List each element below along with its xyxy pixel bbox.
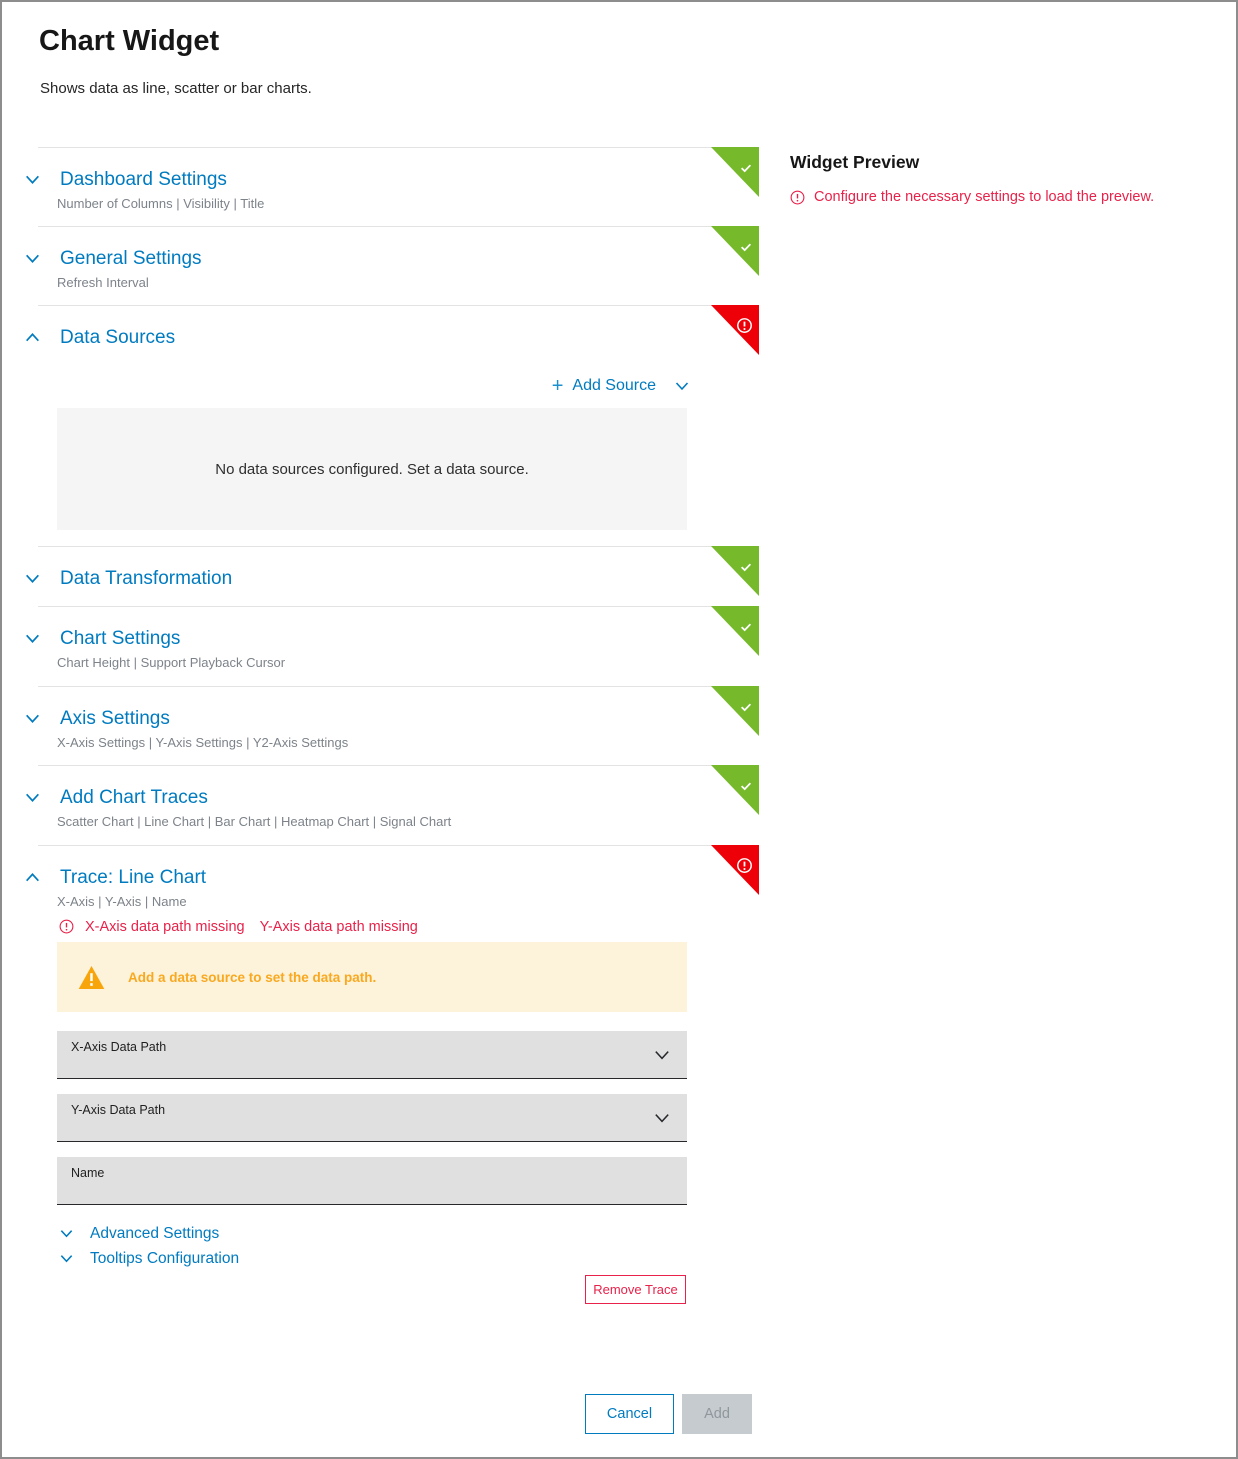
dialog-footer [2,1394,752,1434]
add-button[interactable]: Add [682,1394,752,1434]
chevron-down-icon[interactable] [653,1109,671,1127]
section-header-trace-line-chart[interactable] [2,845,759,889]
chevron-down-icon[interactable] [653,1046,671,1064]
section-subtitle: X-Axis Settings | Y-Axis Settings | Y2-Axis Settings [57,735,349,750]
y-axis-data-path-select[interactable] [57,1094,687,1142]
add-source-button[interactable] [2,375,690,397]
settings-sections [2,147,759,1304]
section-subtitle: Chart Height | Support Playback Cursor [57,655,286,670]
chevron-down-icon[interactable] [24,630,41,647]
empty-state-message: No data sources configured. Set a data source. [215,460,529,478]
section-header-chart-settings[interactable] [2,606,759,650]
advanced-settings-label: Advanced Settings [90,1224,220,1242]
preview-message-text: Configure the necessary settings to load the preview. [814,189,1155,205]
field-label: Name [71,1166,105,1180]
tooltips-configuration-label: Tooltips Configuration [90,1249,240,1267]
cancel-button[interactable]: Cancel [585,1394,674,1434]
section-axis-settings [2,686,759,765]
plus-icon: + [551,375,564,397]
section-title: Data Transformation [60,568,233,589]
check-icon [739,779,753,793]
section-general-settings [2,226,759,305]
section-chart-settings [2,606,759,686]
trace-sub-links [59,1223,759,1269]
error-message-y-axis: Y-Axis data path missing [259,918,418,935]
warning-message: Add a data source to set the data path. [128,969,377,985]
section-header-add-chart-traces[interactable] [2,765,759,809]
chevron-down-icon[interactable] [24,570,41,587]
preview-status-message [790,189,1216,205]
chevron-up-icon[interactable] [24,329,41,346]
check-icon [739,560,753,574]
chart-widget-dialog [2,2,1236,1457]
exclamation-circle-icon [790,190,805,205]
chevron-down-icon[interactable] [24,250,41,267]
widget-preview-title: Widget Preview [790,152,920,172]
section-header-dashboard-settings[interactable] [2,147,759,191]
section-title: General Settings [60,248,202,269]
section-title: Data Sources [60,327,176,348]
check-icon [739,620,753,634]
section-dashboard-settings [2,147,759,226]
trace-validation-errors [59,918,759,935]
section-title: Dashboard Settings [60,169,227,190]
section-title: Chart Settings [60,628,181,649]
section-header-general-settings[interactable] [2,226,759,270]
advanced-settings-toggle[interactable] [59,1223,759,1244]
section-title: Axis Settings [60,708,170,729]
chevron-down-icon[interactable] [24,789,41,806]
section-subtitle: X-Axis | Y-Axis | Name [57,894,187,909]
check-icon [739,700,753,714]
exclamation-circle-icon [736,857,753,874]
section-header-data-transformation[interactable] [2,546,759,590]
name-input[interactable] [57,1157,687,1205]
check-icon [739,161,753,175]
remove-trace-button[interactable]: Remove Trace [585,1275,686,1304]
section-data-sources [2,305,759,546]
chevron-up-icon[interactable] [24,869,41,886]
section-subtitle: Scatter Chart | Line Chart | Bar Chart | Heatmap Chart | Signal Chart [57,814,452,829]
error-message-x-axis: X-Axis data path missing [85,918,245,935]
page-title: Chart Widget [39,25,220,57]
section-header-data-sources[interactable] [2,305,759,349]
x-axis-data-path-select[interactable] [57,1031,687,1079]
page-description: Shows data as line, scatter or bar charts. [40,80,312,97]
chevron-down-icon[interactable] [24,710,41,727]
section-title: Trace: Line Chart [60,867,207,888]
section-subtitle: Number of Columns | Visibility | Title [57,196,265,211]
chevron-down-icon[interactable] [59,1251,74,1266]
exclamation-circle-icon [736,317,753,334]
data-sources-empty-state [57,408,687,530]
section-subtitle: Refresh Interval [57,275,149,290]
section-data-transformation [2,546,759,606]
add-source-label: Add Source [572,377,656,394]
field-label: Y-Axis Data Path [71,1103,166,1117]
warning-banner [57,942,687,1012]
widget-preview-panel [759,2,1236,1457]
section-header-axis-settings[interactable] [2,686,759,730]
settings-column [2,2,759,1457]
section-add-chart-traces [2,765,759,845]
section-trace-line-chart [2,845,759,1304]
chevron-down-icon[interactable] [674,378,690,394]
chevron-down-icon[interactable] [59,1226,74,1241]
tooltips-configuration-toggle[interactable] [59,1248,759,1269]
exclamation-circle-icon [59,919,74,934]
field-label: X-Axis Data Path [71,1040,167,1054]
chevron-down-icon[interactable] [24,171,41,188]
section-title: Add Chart Traces [60,787,208,808]
warning-triangle-icon [78,965,105,990]
check-icon [739,240,753,254]
